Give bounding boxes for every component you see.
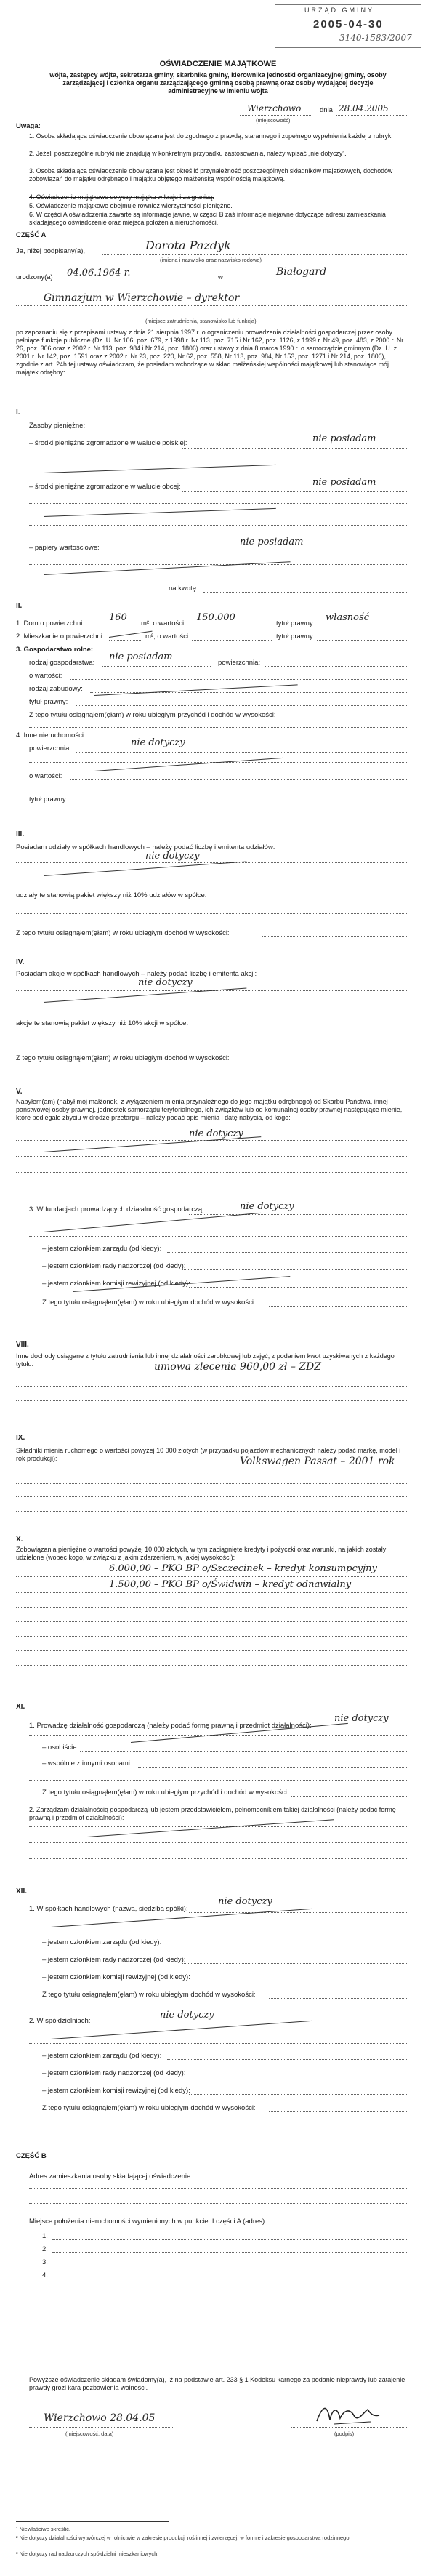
section-XII-rewizyjna-2: – jestem członkiem komisji rewizyjnej (od kiedy): <box>42 2087 190 2095</box>
signature <box>312 2399 385 2428</box>
foreign-label: – środki pieniężne zgromadzone w walucie obcej: <box>29 483 181 491</box>
declarant-name: Dorota Pazdyk <box>145 238 231 252</box>
section-V-numeral: V. <box>16 1088 23 1096</box>
section-I-heading: Zasoby pieniężne: <box>29 422 86 430</box>
section-XI-osobiscie: – osobiście <box>42 1744 77 1752</box>
w-label: w <box>218 273 223 281</box>
inne-pow-value: nie dotyczy <box>131 737 185 748</box>
section-III-pct: udziały te stanowią pakiet większy niż 10% udziałów w spółce: <box>16 891 207 899</box>
section-IV-value: nie dotyczy <box>138 977 193 988</box>
header-place-caption: (miejscowość) <box>256 117 291 124</box>
section-XI-item2: 2. Zarządzam działalnością gospodarczą lub jestem przedstawicielem, pełnomocnikiem takiej działalności (należy podać formę prawną i przedmiot działalności): <box>29 1806 396 1821</box>
section-VII-dochod: Z tego tytułu osiągnąłem(ęłam) w roku ubiegłym dochód w wysokości: <box>42 1299 256 1307</box>
section-X-text: Zobowiązania pieniężne o wartości powyżej 10 000 złotych, w tym zaciągnięte kredyty i pożyczki oraz warunki, na jakich zostały udzielone (wobec kogo, w związku z jakim zdarzeniem, w jakiej wysokości): <box>16 1546 387 1561</box>
document-title: OŚWIADCZENIE MAJĄTKOWE <box>159 60 277 68</box>
section-III-value: nie dotyczy <box>145 851 200 862</box>
section-III-dochod: Z tego tytułu osiągnąłem(ęłam) w roku ubiegłym dochód w wysokości: <box>16 929 230 937</box>
urodzony-label: urodzony(a) <box>16 273 53 281</box>
employer-caption: (miejsce zatrudnienia, stanowisko lub funkcja) <box>145 318 257 324</box>
stamp-office: URZĄD GMINY <box>304 7 374 14</box>
section-XII-item2: 2. W spółdzielniach: <box>29 2017 91 2025</box>
uwaga-label: Uwaga: <box>16 122 41 130</box>
section-VII-value: nie dotyczy <box>240 1201 294 1212</box>
rodzaj-label: rodzaj gospodarstwa: <box>29 659 95 667</box>
section-VII-nadzorcza: – jestem członkiem rady nadzorczej (od kiedy): <box>42 1262 186 1270</box>
section-XI-numeral: XI. <box>16 1703 25 1711</box>
birth-place: Białogard <box>276 266 327 278</box>
dom-area: 160 <box>109 612 127 623</box>
section-X-value-2: 1.500,00 – PKO BP o/Świdwin – kredyt odnawialny <box>109 1579 352 1590</box>
header-place: Wierzchowo <box>247 103 302 113</box>
name-caption: (imiona i nazwisko oraz nazwisko rodowe) <box>160 257 262 263</box>
czesc-b-label: CZĘŚĆ B <box>16 2152 47 2160</box>
section-XI-dochod: Z tego tytułu osiągnąłem(ęłam) w roku ubiegłym przychód i dochód w wysokości: <box>42 1789 289 1797</box>
section-XII-zarzad-2: – jestem członkiem zarządu (od kiedy): <box>42 2052 162 2060</box>
mieszkanie-title-label: tytuł prawny: <box>276 633 315 641</box>
uwaga-list <box>29 132 407 228</box>
zabudowa-label: rodzaj zabudowy: <box>29 685 83 693</box>
section-III-text: Posiadam udziały w spółkach handlowych – należy podać liczbę i emitenta udziałów: <box>16 843 275 851</box>
dom-value: 150.000 <box>196 612 235 623</box>
section-XII-dochod: Z tego tytułu osiągnąłem(ęłam) w roku ubiegłym dochód w wysokości: <box>42 1991 256 1999</box>
signing-place-date: Wierzchowo 28.04.05 <box>44 2412 156 2424</box>
inne-tytul-label: tytuł prawny: <box>29 795 68 803</box>
uwaga-item: 5. Oświadczenie majątkowe obejmuje również wierzytelności pieniężne. <box>29 202 233 209</box>
employer: Gimnazjum w Wierzchowie – dyrektor <box>44 292 240 304</box>
section-XI-item1: 1. Prowadzę działalność gospodarczą (należy podać formę prawną i przedmiot działalności): <box>29 1722 312 1730</box>
section-VII-rewizyjna: – jestem członkiem komisji rewizyjnej (od kiedy): <box>42 1280 190 1288</box>
rodzaj-value: nie posiadam <box>109 651 173 662</box>
uwaga-item: 1. Osoba składająca oświadczenie obowiązana jest do zgodnego z prawdą, starannego i zupełnego wypełnienia każdej z rubryk. <box>29 132 393 140</box>
inne-pow-label: powierzchnia: <box>29 745 72 753</box>
section-IV-text: Posiadam akcje w spółkach handlowych – należy podać liczbę i emitenta akcji: <box>16 970 257 978</box>
header-dnia-label: dnia <box>320 106 333 114</box>
pln-label: – środki pieniężne zgromadzone w walucie polskiej: <box>29 439 187 447</box>
section-VII-item: 3. W fundacjach prowadzących działalność gospodarczą: <box>29 1205 204 1213</box>
address-label: Adres zamieszkania osoby składającej oświadczenie: <box>29 2172 193 2180</box>
location-item: 1. <box>42 2232 48 2240</box>
section-V-text: Nabyłem(am) (nabył mój małżonek, z wyłączeniem mienia przynależnego do jego majątku odrębnego) od Skarbu Państwa, innej państwowej osoby prawnej, jednostek samorządu terytorialnego, ich związków lub od komunalnej osoby prawnej następujące mienie, które podlegało zbyciu w drodze przetargu – należy podać opis mienia i datę nabycia, od kogo: <box>16 1098 403 1121</box>
legal-statement: po zapoznaniu się z przepisami ustawy z dnia 21 sierpnia 1997 r. o ograniczeniu prowadzenia działalności gospodarczej przez osoby pełniące funkcje publiczne (Dz. U. Nr 106, poz. 679, z 1998 r. Nr 113, poz. 715 i Nr 162, poz. 1126, z 1999 r. Nr 49, poz. 483, z 2000 r. Nr 26, poz. 306 oraz z 2002 r. Nr 113, poz. 984 i Nr 214, poz. 1806) oraz ustawy z dnia 8 marca 1990 r. o samorządzie gminnym (Dz. U. z 2001 r. Nr 142, poz. 1591 oraz z 2002 r. Nr 23, poz. 220, Nr 62, poz. 558, Nr 113, poz. 984, Nr 153, poz. 1271 i Nr 214, poz. 1806), zgodnie z art. 24h tej ustawy oświadczam, że posiadam wchodzące w skład małżeńskiej wspólności majątkowej lub stanowiące mój majątek odrębny: <box>16 329 404 376</box>
pln-value: nie posiadam <box>312 433 376 444</box>
section-VIII-text: Inne dochody osiągane z tytułu zatrudnienia lub innej działalności zarobkowej lub zajęć, z podaniem kwot uzyskiwanych z każdego tytułu: <box>16 1352 395 1368</box>
section-VIII-value: umowa zlecenia 960,00 zł – ZDZ <box>154 1361 321 1373</box>
uwaga-item: 3. Osoba składająca oświadczenie obowiązana jest określić przynależność poszczególnych składników majątkowych, dochodów i zobowiązań do majątku odrębnego i majątku objętego małżeńską wspólnością majątkową. <box>29 167 396 182</box>
foreign-value: nie posiadam <box>312 477 376 488</box>
section-IV-pct: akcje te stanowią pakiet większy niż 10% akcji w spółce: <box>16 1019 189 1027</box>
stamp-reference: 3140-1583/2007 <box>339 33 412 43</box>
document-intro: wójta, zastępcy wójta, sekretarza gminy, skarbnika gminy, kierownika jednostki organizacyjnej gminy, osoby zarządzającej i członka organu zarządzającego gminną osobą prawną oraz osoby wydającej decyzje administracyjne w imieniu wójta <box>49 71 387 95</box>
tytul-label: tytuł prawny: <box>29 698 68 706</box>
location-label: Miejsce położenia nieruchomości wymienionych w punkcie II części A (adres): <box>29 2218 267 2226</box>
location-item: 4. <box>42 2271 48 2279</box>
section-IX-text: Składniki mienia ruchomego o wartości powyżej 10 000 złotych (w przypadku pojazdów mechanicznych należy podać markę, model i rok produkcji): <box>16 1447 401 1462</box>
dom-unit: m², o wartości: <box>141 619 186 627</box>
gospodarstwo-label: 3. Gospodarstwo rolne: <box>16 646 94 654</box>
dom-title: własność <box>326 612 369 623</box>
section-IV-numeral: IV. <box>16 958 25 966</box>
section-III-numeral: III. <box>16 830 25 838</box>
truth-declaration: Powyższe oświadczenie składam świadomy(a), iż na podstawie art. 233 § 1 Kodeksu karnego za podanie nieprawdy lub zatajenie prawdy grozi kara pozbawienia wolności. <box>29 2376 405 2391</box>
section-XII-item1: 1. W spółkach handlowych (nazwa, siedziba spółki): <box>29 1905 188 1913</box>
registry-stamp <box>275 4 421 48</box>
place-date-caption: (miejscowość, data) <box>65 2431 114 2437</box>
securities-value: nie posiadam <box>240 537 304 547</box>
section-XII-value: nie dotyczy <box>218 1896 272 1907</box>
section-XII-nadzorcza-2: – jestem członkiem rady nadzorczej (od kiedy): <box>42 2069 186 2077</box>
inne-label: 4. Inne nieruchomości: <box>16 731 86 739</box>
footnote: ³ Nie dotyczy rad nadzorczych spółdzielni mieszkaniowych. <box>16 2551 159 2557</box>
section-IX-value: Volkswagen Passat – 2001 rok <box>240 1456 395 1467</box>
header-date: 28.04.2005 <box>339 103 389 113</box>
birth-date: 04.06.1964 r. <box>67 268 131 278</box>
section-XII-numeral: XII. <box>16 1887 28 1895</box>
section-XII-value-2: nie dotyczy <box>160 2010 214 2021</box>
section-XII-zarzad: – jestem członkiem zarządu (od kiedy): <box>42 1938 162 1946</box>
dom-title-label: tytuł prawny: <box>276 619 315 627</box>
stamp-date: 2005-04-30 <box>313 18 384 31</box>
czesc-a-label: CZĘŚĆ A <box>16 231 47 239</box>
mieszkanie-unit: m², o wartości: <box>145 633 190 641</box>
section-II-numeral: II. <box>16 602 23 610</box>
wartosc-label: o wartości: <box>29 672 62 680</box>
pow-label: powierzchnia: <box>218 659 261 667</box>
gospodarstwo-dochod-label: Z tego tytułu osiągnąłem(ęłam) w roku ubiegłym przychód i dochód w wysokości: <box>29 711 276 719</box>
section-IX-numeral: IX. <box>16 1434 25 1442</box>
section-VIII-numeral: VIII. <box>16 1341 29 1349</box>
uwaga-item: 2. Jeżeli poszczególne rubryki nie znajdują w konkretnym przypadku zastosowania, należy wpisać „nie dotyczy”. <box>29 150 347 157</box>
section-XII-nadzorcza: – jestem członkiem rady nadzorczej (od kiedy): <box>42 1956 186 1964</box>
dom-label: 1. Dom o powierzchni: <box>16 619 84 627</box>
section-IV-dochod: Z tego tytułu osiągnąłem(ęłam) w roku ubiegłym dochód w wysokości: <box>16 1054 230 1062</box>
footnote: ² Nie dotyczy działalności wytwórczej w rolnictwie w zakresie produkcji roślinnej i zwierzęcej, w formie i zakresie gospodarstwa rodzinnego. <box>16 2535 351 2541</box>
section-XII-rewizyjna: – jestem członkiem komisji rewizyjnej (od kiedy): <box>42 1973 190 1981</box>
inne-wart-label: o wartości: <box>29 772 62 780</box>
mieszkanie-label: 2. Mieszkanie o powierzchni: <box>16 633 105 641</box>
section-I-numeral: I. <box>16 409 20 417</box>
footnote: ¹ Niewłaściwe skreślić. <box>16 2526 71 2532</box>
section-V-value: nie dotyczy <box>189 1128 243 1139</box>
kwota-label: na kwotę: <box>169 585 198 593</box>
section-XI-wspolnie: – wspólnie z innymi osobami <box>42 1760 130 1768</box>
signature-caption: (podpis) <box>334 2431 355 2437</box>
securities-label: – papiery wartościowe: <box>29 544 100 552</box>
section-X-numeral: X. <box>16 1536 23 1544</box>
location-item: 3. <box>42 2258 48 2266</box>
ja-label: Ja, niżej podpisany(a), <box>16 247 86 255</box>
uwaga-item: 4. Oświadczenie majątkowe dotyczy majątku w kraju i za granicą. <box>29 193 214 201</box>
section-X-value-1: 6.000,00 – PKO BP o/Szczecinek – kredyt konsumpcyjny <box>109 1563 377 1574</box>
section-XI-value: nie dotyczy <box>334 1713 389 1724</box>
section-XII-dochod-2: Z tego tytułu osiągnąłem(ęłam) w roku ubiegłym dochód w wysokości: <box>42 2104 256 2112</box>
section-VII-zarzad: – jestem członkiem zarządu (od kiedy): <box>42 1245 162 1253</box>
uwaga-item: 6. W części A oświadczenia zawarte są informacje jawne, w części B zaś informacje niejawne dotyczące adresu zamieszkania składającego oświadczenie oraz miejsca położenia nieruchomości. <box>29 211 386 226</box>
location-item: 2. <box>42 2245 48 2253</box>
